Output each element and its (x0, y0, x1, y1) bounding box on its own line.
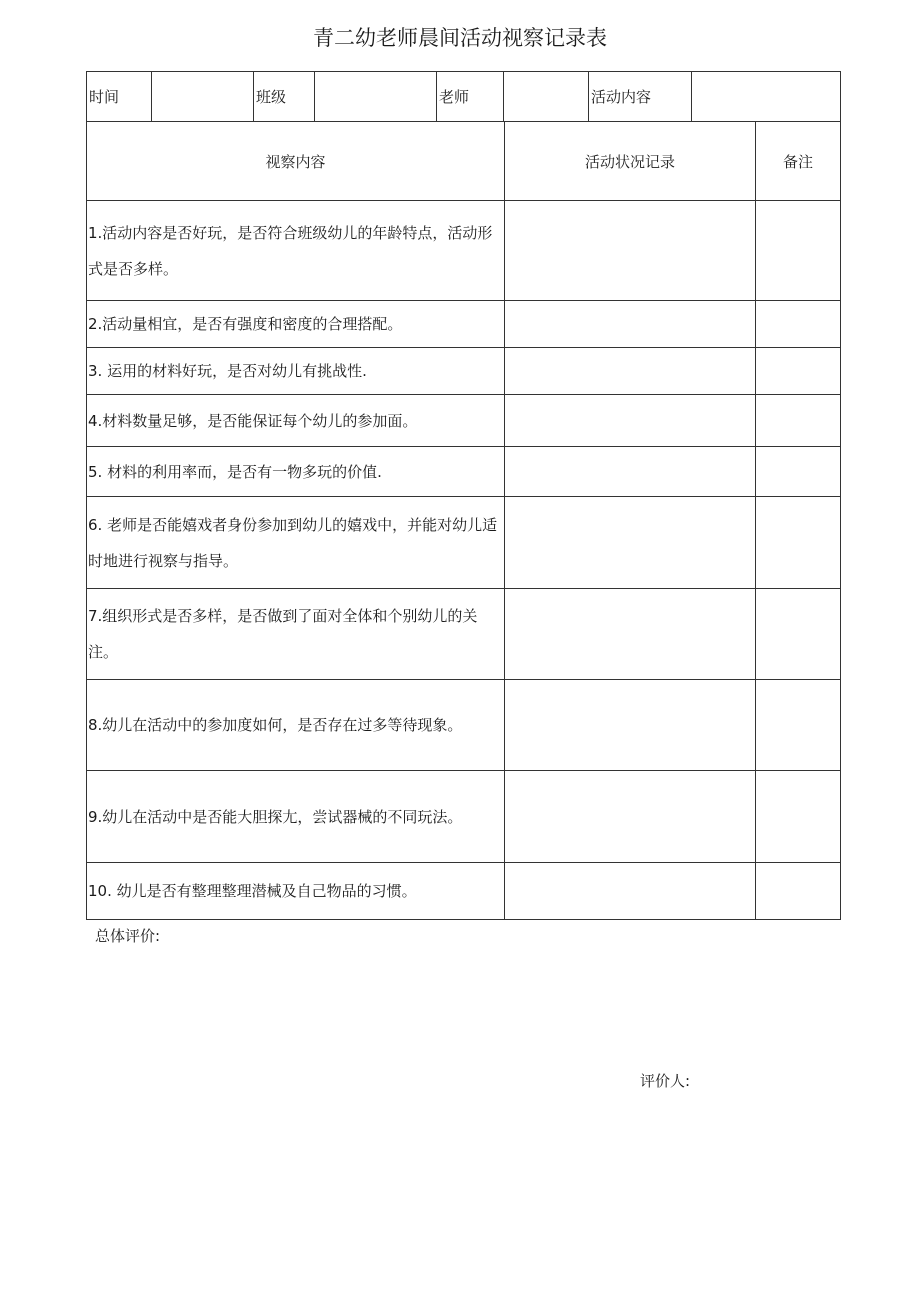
item-text: 7.组织形式是否多样，是否做到了面对全体和个别幼儿的关注。 (87, 589, 505, 680)
class-label: 班级 (254, 72, 315, 122)
item-text: 4.材料数量足够，是否能保证每个幼儿的参加面。 (87, 395, 505, 447)
record-cell[interactable] (505, 589, 756, 680)
table-row (87, 863, 841, 920)
record-cell[interactable] (505, 497, 756, 589)
page-title: 青二幼老师晨间活动视察记录表 (313, 26, 607, 50)
observation-table (86, 121, 841, 920)
remarks-cell[interactable] (756, 301, 841, 348)
activity-label: 活动内容 (589, 72, 692, 122)
record-cell[interactable] (505, 395, 756, 447)
item-text: 9.幼儿在活动中是否能大胆探尢，尝试器械的不同玩法。 (87, 771, 505, 863)
record-cell[interactable] (505, 348, 756, 395)
record-cell[interactable] (505, 201, 756, 301)
teacher-field[interactable] (504, 72, 589, 122)
time-label: 时间 (87, 72, 152, 122)
remarks-cell[interactable] (756, 680, 841, 771)
table-row (87, 589, 841, 680)
table-row (87, 348, 841, 395)
table-row (87, 680, 841, 771)
item-text: 3. 运用的材料好玩，是否对幼儿有挑战性. (87, 348, 505, 395)
record-cell[interactable] (505, 680, 756, 771)
remarks-cell[interactable] (756, 348, 841, 395)
remarks-cell[interactable] (756, 201, 841, 301)
record-cell[interactable] (505, 301, 756, 348)
record-cell[interactable] (505, 863, 756, 920)
class-field[interactable] (315, 72, 437, 122)
time-field[interactable] (152, 72, 254, 122)
item-text: 2.活动量相宜，是否有强度和密度的合理搭配。 (87, 301, 505, 348)
remarks-cell[interactable] (756, 589, 841, 680)
column-header-content: 视察内容 (87, 122, 505, 201)
remarks-cell[interactable] (756, 447, 841, 497)
item-text: 8.幼儿在活动中的参加度如何，是否存在过多等待现象。 (87, 680, 505, 771)
table-row (87, 771, 841, 863)
record-cell[interactable] (505, 771, 756, 863)
table-row (87, 201, 841, 301)
activity-field[interactable] (692, 72, 841, 122)
table-row (87, 395, 841, 447)
remarks-cell[interactable] (756, 395, 841, 447)
evaluator-label: 评价人: (640, 1072, 691, 1090)
remarks-cell[interactable] (756, 771, 841, 863)
table-row (87, 301, 841, 348)
remarks-cell[interactable] (756, 497, 841, 589)
overall-evaluation-label: 总体评价: (95, 927, 161, 945)
info-row-table (86, 71, 841, 122)
item-text: 10. 幼儿是否有整理整理潜械及自己物品的习惯。 (87, 863, 505, 920)
teacher-label: 老师 (437, 72, 504, 122)
column-header-remarks: 备注 (756, 122, 841, 201)
item-text: 5. 材料的利用率而，是否有一物多玩的价值. (87, 447, 505, 497)
table-row (87, 447, 841, 497)
item-text: 6. 老师是否能嬉戏者身份参加到幼儿的嬉戏中，并能对幼儿适时地进行视察与指导。 (87, 497, 505, 589)
item-text: 1.活动内容是否好玩，是否符合班级幼儿的年龄特点，活动形式是否多样。 (87, 201, 505, 301)
table-row (87, 497, 841, 589)
column-header-record: 活动状况记录 (505, 122, 756, 201)
record-cell[interactable] (505, 447, 756, 497)
remarks-cell[interactable] (756, 863, 841, 920)
